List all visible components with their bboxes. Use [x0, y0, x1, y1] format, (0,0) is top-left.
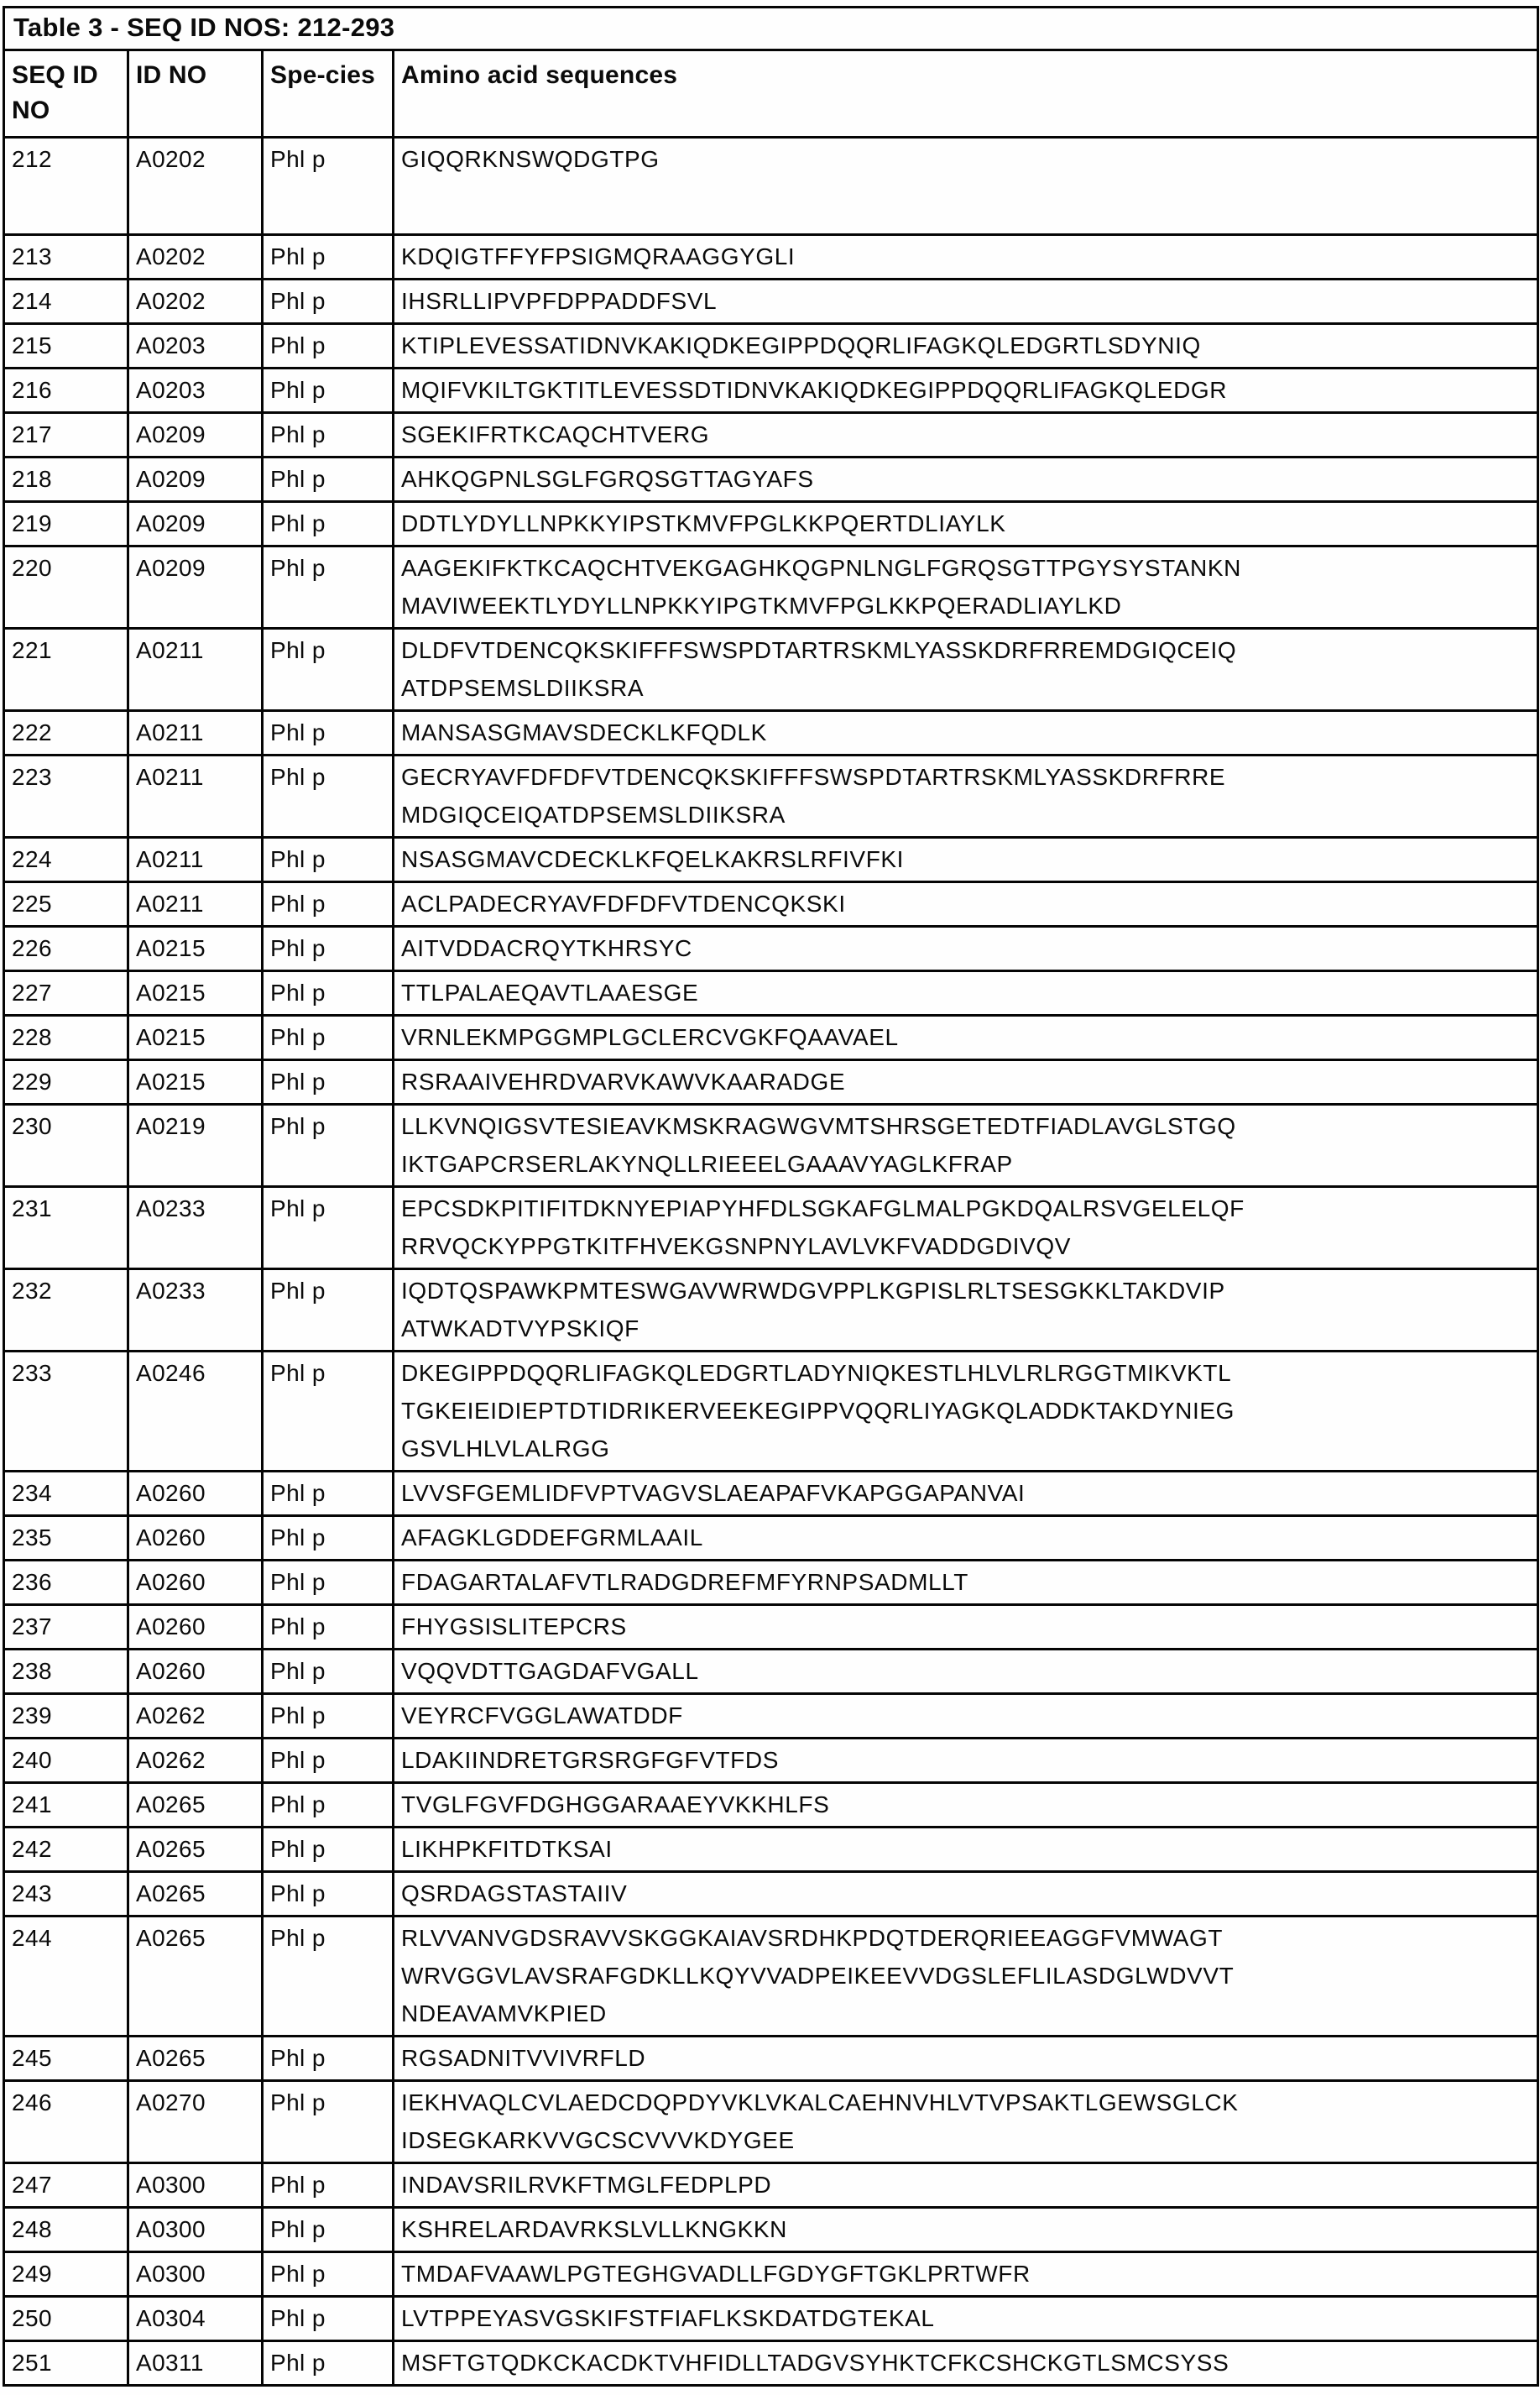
cell-id-no: A0215	[128, 1016, 263, 1060]
cell-species: Phl p	[263, 1060, 394, 1105]
cell-amino-acid-sequence: MSFTGTQDKCKACDKTVHFIDLLTADGVSYHKTCFKCSHCKGTLSMCSYSS	[394, 2341, 1538, 2386]
cell-seq-id-no: 217	[4, 413, 128, 458]
cell-id-no: A0270	[128, 2081, 263, 2163]
cell-amino-acid-sequence: IEKHVAQLCVLAEDCDQPDYVKLVKALCAEHNVHLVTVPSAKTLGEWSGLCK IDSEGKARKVVGCSCVVVKDYGEE	[394, 2081, 1538, 2163]
cell-id-no: A0262	[128, 1694, 263, 1739]
table-row	[4, 1739, 1538, 1783]
cell-id-no: A0300	[128, 2252, 263, 2297]
cell-seq-id-no: 245	[4, 2037, 128, 2081]
cell-seq-id-no: 249	[4, 2252, 128, 2297]
cell-seq-id-no: 236	[4, 1561, 128, 1605]
cell-amino-acid-sequence: KSHRELARDAVRKSLVLLKNGKKN	[394, 2208, 1538, 2252]
cell-id-no: A0246	[128, 1352, 263, 1472]
cell-seq-id-no: 251	[4, 2341, 128, 2386]
cell-species: Phl p	[263, 756, 394, 838]
cell-seq-id-no: 227	[4, 971, 128, 1016]
cell-species: Phl p	[263, 138, 394, 235]
table-row	[4, 1516, 1538, 1561]
cell-id-no: A0265	[128, 1872, 263, 1917]
table-row	[4, 1650, 1538, 1694]
cell-id-no: A0211	[128, 629, 263, 711]
cell-amino-acid-sequence: MQIFVKILTGKTITLEVESSDTIDNVKAKIQDKEGIPPDQQRLIFAGKQLEDGR	[394, 369, 1538, 413]
table-row	[4, 1472, 1538, 1516]
cell-amino-acid-sequence: FHYGSISLITEPCRS	[394, 1605, 1538, 1650]
cell-id-no: A0304	[128, 2297, 263, 2341]
table-row	[4, 546, 1538, 629]
table-row	[4, 1917, 1538, 2037]
table-row	[4, 1016, 1538, 1060]
cell-species: Phl p	[263, 1472, 394, 1516]
cell-species: Phl p	[263, 458, 394, 502]
cell-seq-id-no: 220	[4, 546, 128, 629]
cell-species: Phl p	[263, 1269, 394, 1352]
cell-seq-id-no: 240	[4, 1739, 128, 1783]
table-row	[4, 1060, 1538, 1105]
cell-seq-id-no: 231	[4, 1187, 128, 1269]
cell-id-no: A0233	[128, 1269, 263, 1352]
cell-id-no: A0262	[128, 1739, 263, 1783]
table-header-row	[4, 50, 1538, 138]
cell-id-no: A0215	[128, 1060, 263, 1105]
cell-id-no: A0203	[128, 324, 263, 369]
cell-id-no: A0265	[128, 1917, 263, 2037]
table-row	[4, 2163, 1538, 2208]
table-row	[4, 2208, 1538, 2252]
cell-amino-acid-sequence: LVTPPEYASVGSKIFSTFIAFLKSKDATDGTEKAL	[394, 2297, 1538, 2341]
cell-id-no: A0260	[128, 1472, 263, 1516]
cell-amino-acid-sequence: NSASGMAVCDECKLKFQELKAKRSLRFIVFKI	[394, 838, 1538, 882]
table-row	[4, 138, 1538, 235]
cell-seq-id-no: 218	[4, 458, 128, 502]
cell-id-no: A0209	[128, 413, 263, 458]
cell-species: Phl p	[263, 629, 394, 711]
cell-amino-acid-sequence: KDQIGTFFYFPSIGMQRAAGGYGLI	[394, 235, 1538, 280]
cell-amino-acid-sequence: VEYRCFVGGLAWATDDF	[394, 1694, 1538, 1739]
cell-amino-acid-sequence: GIQQRKNSWQDGTPG	[394, 138, 1538, 235]
cell-seq-id-no: 248	[4, 2208, 128, 2252]
cell-seq-id-no: 228	[4, 1016, 128, 1060]
cell-id-no: A0202	[128, 235, 263, 280]
cell-amino-acid-sequence: VQQVDTTGAGDAFVGALL	[394, 1650, 1538, 1694]
cell-id-no: A0211	[128, 756, 263, 838]
cell-species: Phl p	[263, 1105, 394, 1187]
table-row	[4, 2341, 1538, 2386]
cell-species: Phl p	[263, 280, 394, 324]
cell-id-no: A0265	[128, 1783, 263, 1828]
cell-amino-acid-sequence: DDTLYDYLLNPKKYIPSTKMVFPGLKKPQERTDLIAYLK	[394, 502, 1538, 546]
col-header-seq-id-no: SEQ ID NO	[4, 50, 128, 138]
table-title-row	[4, 8, 1538, 50]
cell-seq-id-no: 221	[4, 629, 128, 711]
cell-id-no: A0260	[128, 1650, 263, 1694]
cell-species: Phl p	[263, 1828, 394, 1872]
cell-amino-acid-sequence: VRNLEKMPGGMPLGCLERCVGKFQAAVAEL	[394, 1016, 1538, 1060]
cell-seq-id-no: 234	[4, 1472, 128, 1516]
seq-id-table	[3, 6, 1539, 2387]
cell-seq-id-no: 247	[4, 2163, 128, 2208]
cell-species: Phl p	[263, 1694, 394, 1739]
cell-id-no: A0202	[128, 138, 263, 235]
table-row	[4, 458, 1538, 502]
cell-id-no: A0300	[128, 2163, 263, 2208]
table-row	[4, 280, 1538, 324]
cell-id-no: A0300	[128, 2208, 263, 2252]
cell-species: Phl p	[263, 927, 394, 971]
cell-amino-acid-sequence: ACLPADECRYAVFDFDFVTDENCQKSKI	[394, 882, 1538, 927]
cell-seq-id-no: 235	[4, 1516, 128, 1561]
table-row	[4, 235, 1538, 280]
cell-species: Phl p	[263, 1516, 394, 1561]
cell-amino-acid-sequence: MANSASGMAVSDECKLKFQDLK	[394, 711, 1538, 756]
col-header-id-no: ID NO	[128, 50, 263, 138]
table-row	[4, 838, 1538, 882]
table-row	[4, 756, 1538, 838]
cell-species: Phl p	[263, 1650, 394, 1694]
table-row	[4, 1694, 1538, 1739]
table-body	[4, 138, 1538, 2386]
cell-id-no: A0260	[128, 1516, 263, 1561]
cell-species: Phl p	[263, 324, 394, 369]
cell-species: Phl p	[263, 1783, 394, 1828]
table-row	[4, 2081, 1538, 2163]
cell-species: Phl p	[263, 2037, 394, 2081]
table-row	[4, 502, 1538, 546]
cell-species: Phl p	[263, 235, 394, 280]
cell-id-no: A0209	[128, 458, 263, 502]
cell-amino-acid-sequence: EPCSDKPITIFITDKNYEPIAPYHFDLSGKAFGLMALPGKDQALRSVGELELQF RRVQCKYPPGTKITFHVEKGSNPNYLAVLVKFVADDGDIVQV	[394, 1187, 1538, 1269]
cell-amino-acid-sequence: TMDAFVAAWLPGTEGHGVADLLFGDYGFTGKLPRTWFR	[394, 2252, 1538, 2297]
cell-species: Phl p	[263, 1917, 394, 2037]
cell-id-no: A0215	[128, 927, 263, 971]
cell-species: Phl p	[263, 711, 394, 756]
cell-seq-id-no: 246	[4, 2081, 128, 2163]
cell-species: Phl p	[263, 502, 394, 546]
table-row	[4, 1828, 1538, 1872]
cell-amino-acid-sequence: FDAGARTALAFVTLRADGDREFMFYRNPSADMLLT	[394, 1561, 1538, 1605]
cell-amino-acid-sequence: AFAGKLGDDEFGRMLAAIL	[394, 1516, 1538, 1561]
table-row	[4, 2297, 1538, 2341]
table-row	[4, 971, 1538, 1016]
cell-id-no: A0215	[128, 971, 263, 1016]
cell-species: Phl p	[263, 1187, 394, 1269]
cell-amino-acid-sequence: TVGLFGVFDGHGGARAAEYVKKHLFS	[394, 1783, 1538, 1828]
cell-id-no: A0202	[128, 280, 263, 324]
cell-seq-id-no: 223	[4, 756, 128, 838]
cell-seq-id-no: 237	[4, 1605, 128, 1650]
cell-id-no: A0209	[128, 546, 263, 629]
cell-species: Phl p	[263, 838, 394, 882]
cell-amino-acid-sequence: TTLPALAEQAVTLAAESGE	[394, 971, 1538, 1016]
table-title: Table 3 - SEQ ID NOS: 212-293	[4, 8, 1538, 50]
cell-seq-id-no: 243	[4, 1872, 128, 1917]
cell-seq-id-no: 219	[4, 502, 128, 546]
cell-id-no: A0219	[128, 1105, 263, 1187]
cell-seq-id-no: 233	[4, 1352, 128, 1472]
col-header-species: Spe-cies	[263, 50, 394, 138]
cell-species: Phl p	[263, 882, 394, 927]
table-row	[4, 324, 1538, 369]
cell-id-no: A0211	[128, 838, 263, 882]
cell-seq-id-no: 232	[4, 1269, 128, 1352]
cell-species: Phl p	[263, 2208, 394, 2252]
cell-species: Phl p	[263, 1561, 394, 1605]
cell-id-no: A0233	[128, 1187, 263, 1269]
col-header-amino-acid-sequences: Amino acid sequences	[394, 50, 1538, 138]
cell-species: Phl p	[263, 546, 394, 629]
table-row	[4, 413, 1538, 458]
table-row	[4, 882, 1538, 927]
table-row	[4, 1105, 1538, 1187]
table-row	[4, 629, 1538, 711]
cell-seq-id-no: 213	[4, 235, 128, 280]
cell-id-no: A0265	[128, 1828, 263, 1872]
cell-seq-id-no: 230	[4, 1105, 128, 1187]
table-row	[4, 1605, 1538, 1650]
cell-amino-acid-sequence: IQDTQSPAWKPMTESWGAVWRWDGVPPLKGPISLRLTSESGKKLTAKDVIP ATWKADTVYPSKIQF	[394, 1269, 1538, 1352]
cell-amino-acid-sequence: RSRAAIVEHRDVARVKAWVKAARADGE	[394, 1060, 1538, 1105]
cell-species: Phl p	[263, 1739, 394, 1783]
table-row	[4, 927, 1538, 971]
cell-seq-id-no: 224	[4, 838, 128, 882]
cell-species: Phl p	[263, 1352, 394, 1472]
cell-species: Phl p	[263, 2081, 394, 2163]
cell-species: Phl p	[263, 971, 394, 1016]
table-row	[4, 1269, 1538, 1352]
cell-species: Phl p	[263, 1872, 394, 1917]
cell-seq-id-no: 222	[4, 711, 128, 756]
cell-seq-id-no: 215	[4, 324, 128, 369]
cell-seq-id-no: 229	[4, 1060, 128, 1105]
cell-amino-acid-sequence: RLVVANVGDSRAVVSKGGKAIAVSRDHKPDQTDERQRIEEAGGFVMWAGT WRVGGVLAVSRAFGDKLLKQYVVADPEIKEEVVDGSLEFLILASDGLWDVVT NDEAVAMVKPIED	[394, 1917, 1538, 2037]
table-row	[4, 2037, 1538, 2081]
cell-seq-id-no: 242	[4, 1828, 128, 1872]
cell-amino-acid-sequence: INDAVSRILRVKFTMGLFEDPLPD	[394, 2163, 1538, 2208]
cell-species: Phl p	[263, 2163, 394, 2208]
table-row	[4, 1187, 1538, 1269]
cell-amino-acid-sequence: AAGEKIFKTKCAQCHTVEKGAGHKQGPNLNGLFGRQSGTTPGYSYSTANKN MAVIWEEKTLYDYLLNPKKYIPGTKMVFPGLKKPQERADLIAYLKD	[394, 546, 1538, 629]
cell-amino-acid-sequence: LLKVNQIGSVTESIEAVKMSKRAGWGVMTSHRSGETEDTFIADLAVGLSTGQ IKTGAPCRSERLAKYNQLLRIEEELGAAAVYAGLKFRAP	[394, 1105, 1538, 1187]
cell-seq-id-no: 226	[4, 927, 128, 971]
cell-amino-acid-sequence: IHSRLLIPVPFDPPADDFSVL	[394, 280, 1538, 324]
table-row	[4, 1872, 1538, 1917]
cell-species: Phl p	[263, 413, 394, 458]
cell-seq-id-no: 216	[4, 369, 128, 413]
cell-seq-id-no: 212	[4, 138, 128, 235]
cell-id-no: A0311	[128, 2341, 263, 2386]
cell-amino-acid-sequence: DLDFVTDENCQKSKIFFFSWSPDTARTRSKMLYASSKDRFRREMDGIQCEIQ ATDPSEMSLDIIKSRA	[394, 629, 1538, 711]
cell-id-no: A0260	[128, 1605, 263, 1650]
cell-amino-acid-sequence: AHKQGPNLSGLFGRQSGTTAGYAFS	[394, 458, 1538, 502]
cell-amino-acid-sequence: GECRYAVFDFDFVTDENCQKSKIFFFSWSPDTARTRSKMLYASSKDRFRRE MDGIQCEIQATDPSEMSLDIIKSRA	[394, 756, 1538, 838]
cell-id-no: A0265	[128, 2037, 263, 2081]
cell-species: Phl p	[263, 369, 394, 413]
table-row	[4, 369, 1538, 413]
cell-id-no: A0209	[128, 502, 263, 546]
cell-species: Phl p	[263, 2341, 394, 2386]
table-row	[4, 1352, 1538, 1472]
cell-amino-acid-sequence: LIKHPKFITDTKSAI	[394, 1828, 1538, 1872]
cell-seq-id-no: 239	[4, 1694, 128, 1739]
cell-amino-acid-sequence: DKEGIPPDQQRLIFAGKQLEDGRTLADYNIQKESTLHLVLRLRGGTMIKVKTL TGKEIEIDIEPTDTIDRIKERVEEKEGIPPVQQRLIYAGKQLADDKTAKDYNIEG GSVLHLVLALRGG	[394, 1352, 1538, 1472]
table-row	[4, 2252, 1538, 2297]
table-row	[4, 711, 1538, 756]
cell-seq-id-no: 241	[4, 1783, 128, 1828]
cell-id-no: A0211	[128, 882, 263, 927]
cell-id-no: A0260	[128, 1561, 263, 1605]
cell-amino-acid-sequence: AITVDDACRQYTKHRSYC	[394, 927, 1538, 971]
cell-amino-acid-sequence: RGSADNITVVIVRFLD	[394, 2037, 1538, 2081]
cell-species: Phl p	[263, 2297, 394, 2341]
cell-seq-id-no: 214	[4, 280, 128, 324]
cell-species: Phl p	[263, 1016, 394, 1060]
cell-seq-id-no: 244	[4, 1917, 128, 2037]
cell-species: Phl p	[263, 2252, 394, 2297]
cell-amino-acid-sequence: LDAKIINDRETGRSRGFGFVTFDS	[394, 1739, 1538, 1783]
table-row	[4, 1561, 1538, 1605]
table-row	[4, 1783, 1538, 1828]
cell-seq-id-no: 250	[4, 2297, 128, 2341]
cell-id-no: A0211	[128, 711, 263, 756]
cell-seq-id-no: 238	[4, 1650, 128, 1694]
cell-species: Phl p	[263, 1605, 394, 1650]
cell-amino-acid-sequence: QSRDAGSTASTAIIV	[394, 1872, 1538, 1917]
cell-id-no: A0203	[128, 369, 263, 413]
cell-seq-id-no: 225	[4, 882, 128, 927]
cell-amino-acid-sequence: SGEKIFRTKCAQCHTVERG	[394, 413, 1538, 458]
cell-amino-acid-sequence: LVVSFGEMLIDFVPTVAGVSLAEAPAFVKAPGGAPANVAI	[394, 1472, 1538, 1516]
cell-amino-acid-sequence: KTIPLEVESSATIDNVKAKIQDKEGIPPDQQRLIFAGKQLEDGRTLSDYNIQ	[394, 324, 1538, 369]
